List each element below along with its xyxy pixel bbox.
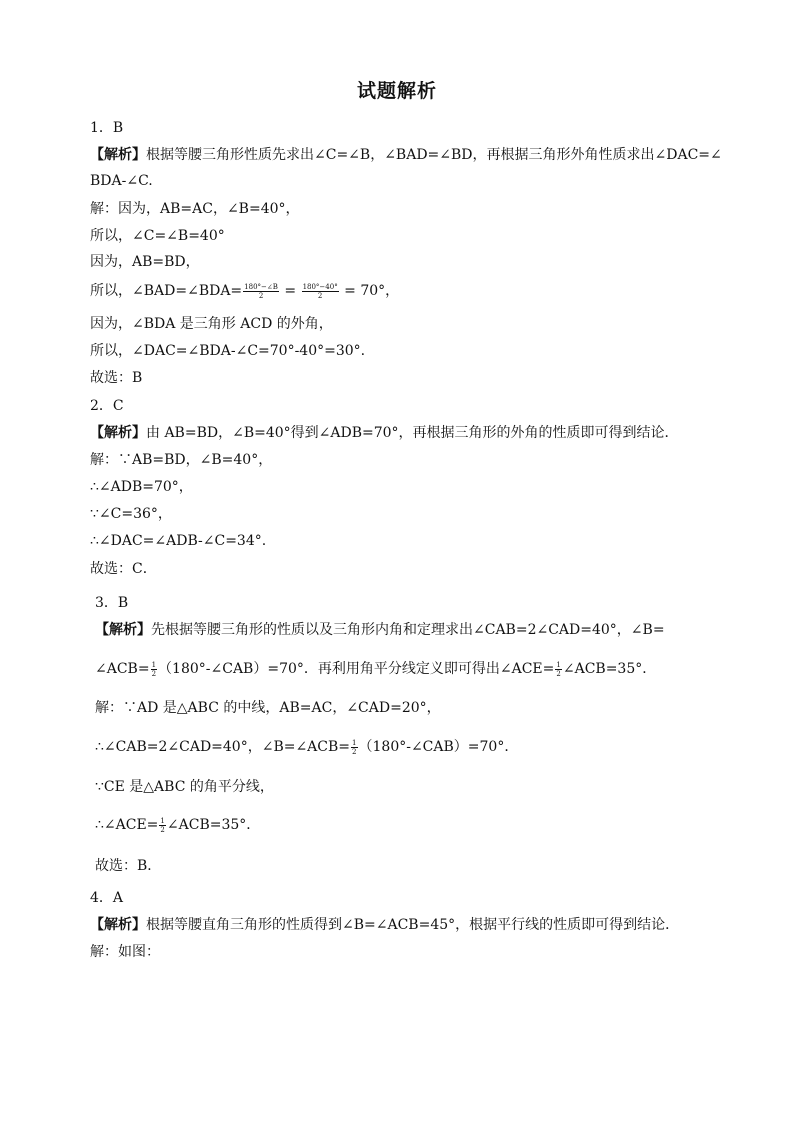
- q3-step-2-suffix: （180°-∠CAB）=70°．: [358, 739, 519, 755]
- q1-fraction-1: $\frac{180^\circ-\angle B}{2}$: [244, 282, 278, 300]
- q1-analysis-text: 根据等腰三角形性质先求出∠C=∠B，∠BAD=∠BD，再根据三角形外角性质求出∠DAC=∠: [146, 147, 722, 163]
- q2-analysis-tag: 【解析】: [90, 425, 146, 441]
- q1-answer: 1．B: [90, 120, 124, 136]
- q2-answer: 2．C: [90, 398, 124, 414]
- q2-step-4: ∴∠DAC=∠ADB-∠C=34°.: [90, 533, 267, 549]
- q2-step-3: ∵∠C=36°，: [90, 506, 172, 522]
- q3-choice: 故选：B．: [95, 858, 162, 874]
- q3-half-fraction-3: $\frac{1}{2}$: [352, 738, 357, 756]
- q1-choice: 故选：B: [90, 370, 143, 386]
- q4-analysis-tag: 【解析】: [90, 917, 146, 933]
- q3-half-fraction-2: $\frac{1}{2}$: [556, 660, 561, 678]
- q1-equals: =: [284, 283, 297, 299]
- q3-analysis-cont-prefix: ∠ACB=: [95, 661, 150, 677]
- q1-step-4-suffix: = 70°，: [344, 283, 400, 299]
- q1-step-6: 所以，∠DAC=∠BDA-∠C=70°-40°=30°.: [90, 343, 366, 359]
- q3-analysis-text: 先根据等腰三角形的性质以及三角形内角和定理求出∠CAB=2∠CAD=40°，∠B=: [151, 622, 665, 638]
- q3-step-2-prefix: ∴∠CAB=2∠CAD=40°，∠B=∠ACB=: [95, 739, 351, 755]
- q4-analysis: [90, 915, 710, 935]
- q3-step-2: [95, 737, 715, 757]
- q2-analysis-text: 由 AB=BD，∠B=40°得到∠ADB=70°，再根据三角形的外角的性质即可得到结论．: [146, 425, 679, 441]
- q3-step-4-prefix: ∴∠ACE=: [95, 817, 159, 833]
- q2-analysis: [90, 423, 710, 443]
- q3-analysis: [95, 620, 715, 640]
- q3-step-1: 解：∵AD 是△ABC 的中线，AB=AC，∠CAD=20°，: [95, 700, 441, 716]
- q1-fraction-2: $\frac{180^\circ-40^\circ}{2}$: [302, 282, 338, 300]
- q1-analysis-cont: BDA-∠C.: [90, 173, 153, 189]
- q1-step-4-prefix: 所以，∠BAD=∠BDA=: [90, 283, 243, 299]
- q1-analysis: [90, 145, 722, 165]
- q4-answer: 4．A: [90, 890, 124, 906]
- q3-step-4-suffix: ∠ACB=35°．: [166, 817, 261, 833]
- q3-half-fraction-4: $\frac{1}{2}$: [160, 816, 165, 834]
- q4-step-1: 解：如图：: [90, 944, 160, 960]
- q3-analysis-cont-mid: （180°-∠CAB）=70°．再利用角平分线定义即可得出∠ACE=: [158, 661, 555, 677]
- q2-step-2: ∴∠ADB=70°，: [90, 479, 193, 495]
- q3-step-4: [95, 815, 715, 835]
- q3-half-fraction-1: $\frac{1}{2}$: [151, 660, 157, 678]
- q1-step-3: 因为，AB=BD，: [90, 254, 200, 270]
- q1-step-1: 解：因为，AB=AC，∠B=40°，: [90, 201, 300, 217]
- q1-analysis-tag: 【解析】: [90, 147, 146, 163]
- page-title: 试题解析: [356, 80, 437, 102]
- q2-step-1: 解：∵AB=BD，∠B=40°，: [90, 452, 273, 468]
- q1-step-4: [90, 281, 710, 301]
- q4-analysis-text: 根据等腰直角三角形的性质得到∠B=∠ACB=45°，根据平行线的性质即可得到结论．: [146, 917, 680, 933]
- q3-analysis-cont-suffix: ∠ACB=35°．: [562, 661, 657, 677]
- q3-analysis-cont: [95, 659, 715, 679]
- q1-step-5: 因为，∠BDA 是三角形 ACD 的外角，: [90, 316, 333, 332]
- q3-answer: 3．B: [95, 595, 129, 611]
- q1-step-2: 所以，∠C=∠B=40°: [90, 228, 225, 244]
- q2-choice: 故选：C．: [90, 561, 157, 577]
- q3-step-3: ∵CE 是△ABC 的角平分线，: [95, 779, 274, 795]
- q3-analysis-tag: 【解析】: [95, 622, 151, 638]
